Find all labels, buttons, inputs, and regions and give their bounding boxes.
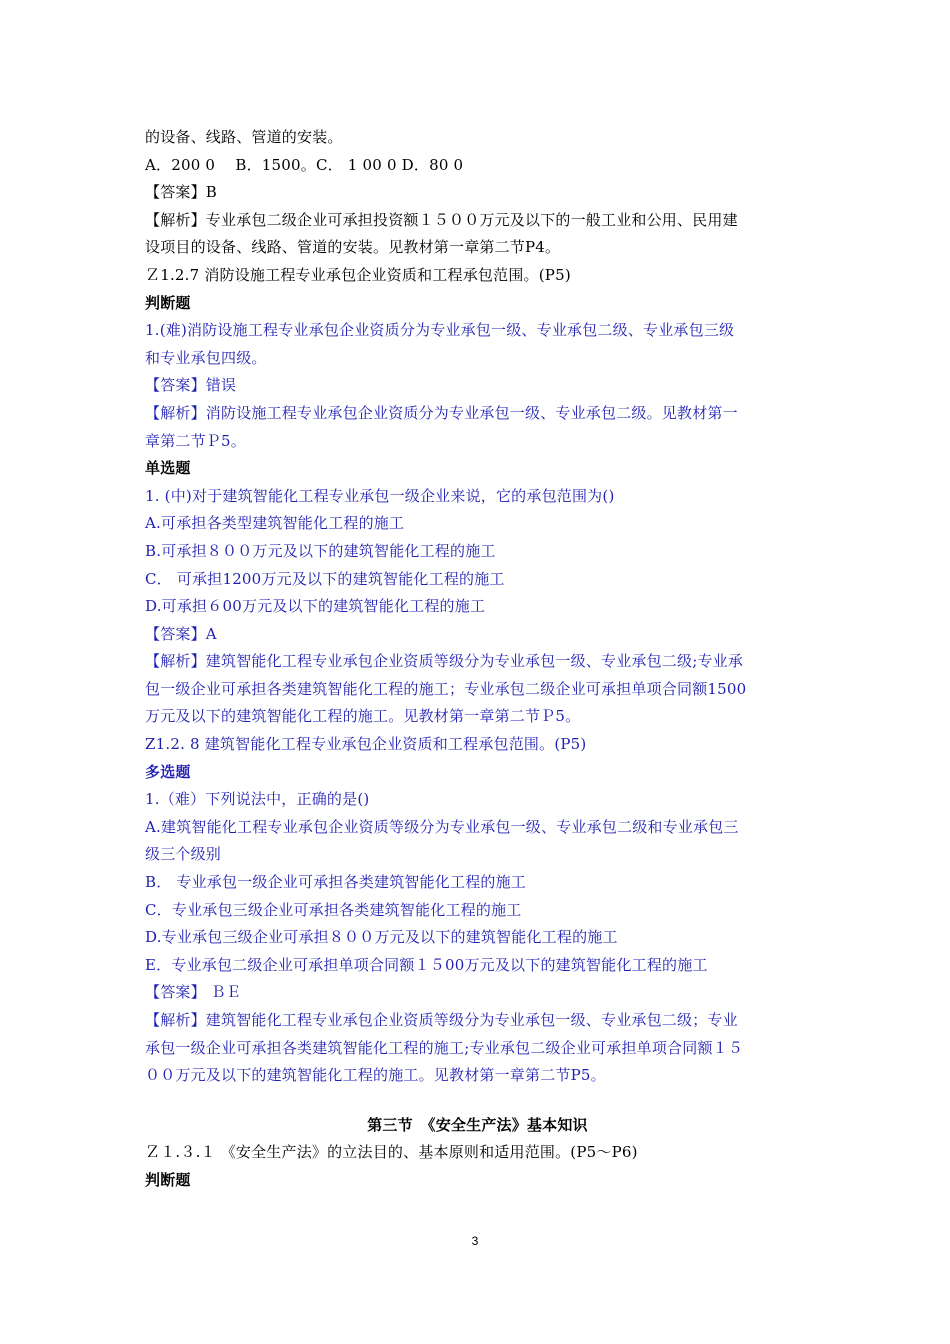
- text-line: B． 专业承包一级企业可承担各类建筑智能化工程的施工: [145, 873, 526, 892]
- text-line: ００万元及以下的建筑智能化工程的施工。见教材第一章第二节P5。: [145, 1066, 606, 1085]
- text-line: 1. (中)对于建筑智能化工程专业承包一级企业来说，它的承包范围为(): [145, 486, 615, 505]
- text-line: 章第二节Ｐ5。: [145, 431, 246, 450]
- text-line: 和专业承包四级。: [145, 348, 267, 367]
- text-line: Z1.2. 8 建筑智能化工程专业承包企业资质和工程承包范围。(P5): [145, 735, 587, 754]
- text-line: 级三个级别: [145, 845, 222, 864]
- text-line: Ｚ１.３.１ 《安全生产法》的立法目的、基本原则和适用范围。(P5～P6): [145, 1143, 638, 1162]
- text-line: E．专业承包二级企业可承担单项合同额１５00万元及以下的建筑智能化工程的施工: [145, 955, 708, 974]
- text-line: 【解析】专业承包二级企业可承担投资额１５００万元及以下的一般工业和公用、民用建: [145, 210, 738, 229]
- page-number: 3: [471, 1234, 479, 1248]
- section-heading: 判断题: [145, 1170, 191, 1189]
- text-line: 设项目的设备、线路、管道的安装。见教材第一章第二节P4。: [145, 238, 561, 257]
- text-line: Ｚ1.2.7 消防设施工程专业承包企业资质和工程承包范围。(P5): [145, 265, 571, 284]
- text-line: 【答案】B: [145, 183, 218, 202]
- text-line: A.可承担各类型建筑智能化工程的施工: [145, 514, 405, 533]
- text-line: B.可承担８００万元及以下的建筑智能化工程的施工: [145, 541, 496, 560]
- text-line: 【解析】消防设施工程专业承包企业资质分为专业承包一级、专业承包二级。见教材第一: [145, 403, 738, 422]
- text-line: A.建筑智能化工程专业承包企业资质等级分为专业承包一级、专业承包二级和专业承包三: [145, 817, 739, 836]
- text-line: 的设备、线路、管道的安装。: [145, 128, 343, 146]
- page-content: [145, 124, 810, 1195]
- text-line: 1.（难）下列说法中，正确的是(): [145, 790, 370, 809]
- text-line: D.可承担６00万元及以下的建筑智能化工程的施工: [145, 597, 486, 616]
- text-line: 万元及以下的建筑智能化工程的施工。见教材第一章第二节Ｐ5。: [145, 707, 581, 726]
- text-line: 包一级企业可承担各类建筑智能化工程的施工；专业承包二级企业可承担单项合同额1500: [145, 679, 747, 698]
- text-line: D.专业承包三级企业可承担８００万元及以下的建筑智能化工程的施工: [145, 928, 618, 947]
- text-line: 1.(难)消防设施工程专业承包企业资质分为专业承包一级、专业承包二级、专业承包三级: [145, 321, 735, 340]
- section-gap: [145, 1090, 810, 1112]
- text-line: C． 可承担1200万元及以下的建筑智能化工程的施工: [145, 569, 505, 588]
- text-line: 【答案】错误: [145, 376, 237, 395]
- text-line: A．200 0 B．1500。C． 1 00 0 D．80 0: [145, 155, 464, 174]
- section-title: 第三节 《安全生产法》基本知识: [367, 1115, 588, 1134]
- text-line: 【解析】建筑智能化工程专业承包企业资质等级分为专业承包一级、专业承包二级；专业: [145, 1011, 738, 1029]
- text-line: C．专业承包三级企业可承担各类建筑智能化工程的施工: [145, 900, 522, 919]
- section-heading: 判断题: [145, 293, 191, 312]
- text-block: [145, 124, 810, 1090]
- text-line: 【答案】 ＢＥ: [145, 983, 242, 1002]
- text-block-after-section: [145, 1139, 810, 1194]
- section-heading: 单选题: [145, 459, 191, 478]
- section-heading: 多选题: [145, 762, 191, 781]
- text-line: 【答案】A: [145, 624, 217, 643]
- text-line: 【解析】建筑智能化工程专业承包企业资质等级分为专业承包一级、专业承包二级;专业承: [145, 652, 744, 671]
- text-line: 承包一级企业可承担各类建筑智能化工程的施工;专业承包二级企业可承担单项合同额１５: [145, 1038, 744, 1057]
